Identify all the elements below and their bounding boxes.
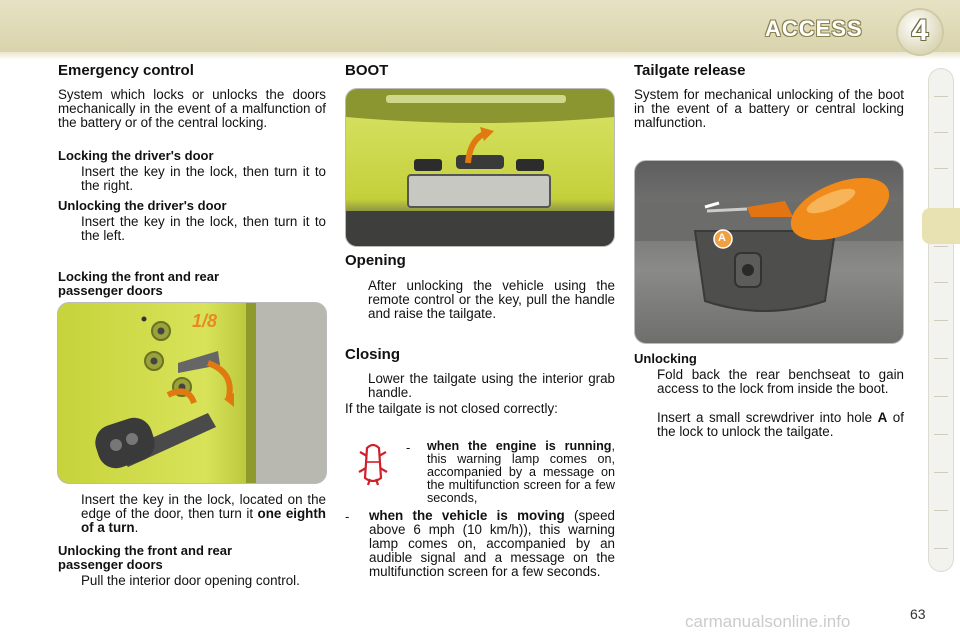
chapter-tab[interactable]	[934, 472, 948, 473]
bullet-unlock-driver	[58, 215, 326, 245]
chapter-tab[interactable]	[934, 96, 948, 97]
heading-locking-rear-line1: Locking the front and rear	[58, 269, 220, 284]
bullet-lock-driver	[58, 165, 326, 195]
chapter-tabs	[928, 68, 954, 572]
screwdriver-text-a: Insert a small screwdriver into hole	[657, 410, 873, 425]
car-doors-open-icon	[356, 442, 390, 486]
tailgate-release-intro: System for mechanical unlocking of the boot in the event of a battery or central locking malfunction.	[634, 87, 904, 130]
bullet-fold-benchseat	[634, 368, 904, 412]
bullet-insert-screwdriver	[634, 411, 904, 455]
chapter-badge	[898, 10, 942, 54]
bullet-text	[657, 411, 904, 439]
heading-locking-rear-line2: passenger doors	[58, 283, 163, 298]
chapter-tab[interactable]	[934, 246, 948, 247]
bullet-text	[81, 493, 326, 535]
chapter-tab[interactable]	[934, 548, 948, 549]
heading-opening: Opening	[345, 252, 406, 269]
door-lock-photo	[57, 302, 327, 484]
screwdriver-lock-illustration	[635, 161, 903, 343]
boot-handle-photo	[345, 88, 615, 247]
lock-rear-end: .	[134, 520, 139, 535]
screwdriver-text-c: of the lock to unlock the tailgate.	[657, 410, 904, 439]
figure-label-a: A	[718, 232, 726, 244]
hole-label-a: A	[877, 410, 888, 425]
heading-unlocking-tailgate: Unlocking	[634, 351, 697, 366]
figure-label-eighth-turn: 1/8	[192, 311, 218, 331]
bullet-lock-rear	[58, 493, 326, 537]
chapter-title: ACCESS	[765, 16, 863, 41]
engine-running-desc: this warning lamp comes on, accompanied by a message on the multifunction screen for a few seconds,	[427, 452, 615, 505]
bullet-unlock-rear	[58, 574, 326, 590]
bullet-text: Insert the key in the lock, then turn it to the left.	[81, 214, 326, 243]
chapter-number: 4	[911, 14, 929, 47]
engine-running-text: when the engine is running, this warning lamp comes on, accompanied by a message on the multifunction screen for a few seconds,	[427, 439, 615, 505]
chapter-tab[interactable]	[934, 396, 948, 397]
vehicle-moving-desc: (speed above 6 mph (10 km/h)), this warning lamp comes on, accompanied by an audible signal and a message on the multifunction screen for a few seconds.	[369, 508, 615, 579]
chapter-tab[interactable]	[934, 282, 948, 283]
emergency-intro: System which locks or unlocks the doors mechanically in the event of a malfunction of the battery or of the central locking.	[58, 87, 326, 130]
vehicle-moving-bold: when the vehicle is moving	[369, 508, 565, 523]
bullet-text: Fold back the rear benchseat to gain access to the lock from inside the boot.	[657, 367, 904, 396]
bullet-opening	[345, 279, 615, 323]
section-title-boot: BOOT	[345, 62, 389, 79]
door-open-warning-icon	[356, 442, 390, 486]
chapter-tab[interactable]	[934, 320, 948, 321]
bullet-text: After unlocking the vehicle using the remote control or the key, pull the handle and raise the tailgate.	[368, 278, 615, 321]
watermark: carmanualsonline.info	[685, 612, 851, 631]
page-number: 63	[910, 606, 926, 622]
bullet-text: Insert the key in the lock, then turn it to the right.	[81, 164, 326, 193]
chapter-tab[interactable]	[934, 434, 948, 435]
heading-locking-driver: Locking the driver's door	[58, 148, 214, 163]
vehicle-moving-text	[369, 509, 615, 579]
bullet-closing	[345, 372, 615, 402]
heading-unlocking-driver: Unlocking the driver's door	[58, 198, 227, 213]
chapter-tab[interactable]	[934, 168, 948, 169]
bullet-text: Lower the tailgate using the interior grab handle.	[368, 371, 615, 400]
boot-handle-illustration	[346, 89, 614, 246]
engine-running-bold: when the engine is running	[427, 439, 612, 453]
heading-unlocking-rear-line1: Unlocking the front and rear	[58, 543, 233, 558]
header-swoosh	[0, 52, 960, 60]
heading-closing: Closing	[345, 346, 400, 363]
not-closed-text: If the tailgate is not closed correctly:	[345, 401, 558, 416]
lock-rear-text: Insert the key in the lock, located on the edge of the door, then turn it	[81, 492, 326, 521]
lock-rear-bold: one eighth of a turn	[81, 506, 326, 535]
section-title-emergency-control: Emergency control	[58, 62, 194, 79]
dash-marker: -	[406, 440, 411, 455]
dash-marker: -	[345, 509, 350, 524]
section-title-tailgate-release: Tailgate release	[634, 62, 746, 79]
chapter-tab[interactable]	[934, 358, 948, 359]
chapter-tab[interactable]	[934, 510, 948, 511]
heading-unlocking-rear-line2: passenger doors	[58, 557, 163, 572]
bullet-text: Pull the interior door opening control.	[81, 573, 300, 588]
chapter-tab-active[interactable]	[922, 208, 960, 244]
chapter-tab[interactable]	[934, 132, 948, 133]
tailgate-lock-photo	[634, 160, 904, 344]
